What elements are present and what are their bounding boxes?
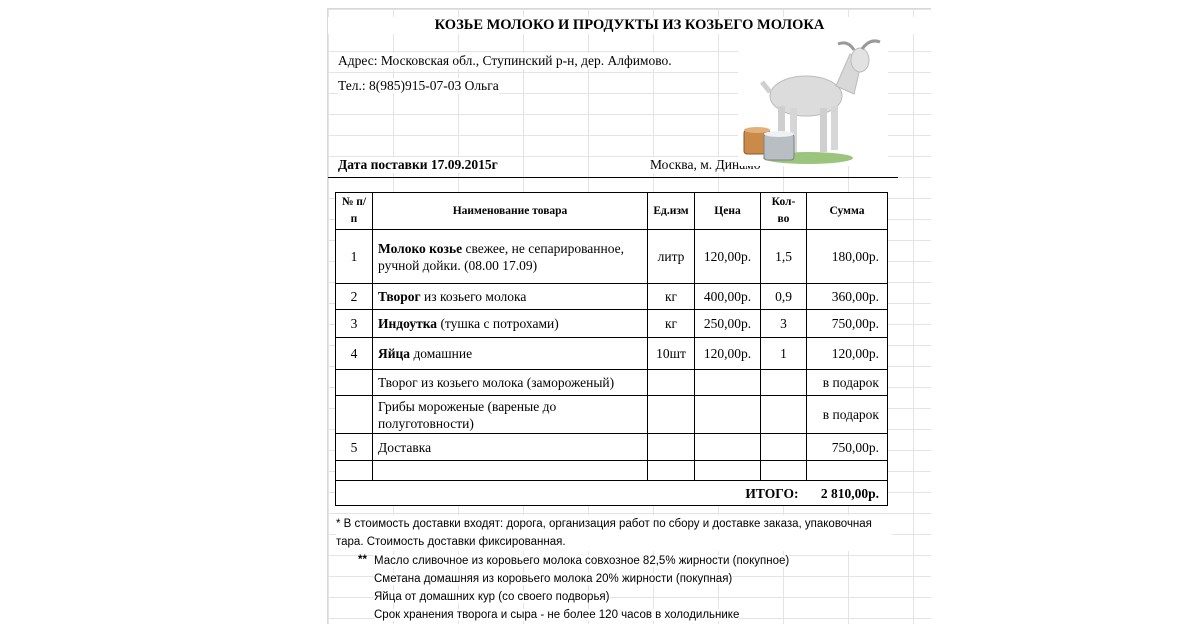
row-sum: 120,00р. <box>807 338 888 370</box>
notes-prefix: ** <box>358 554 367 566</box>
row-sum: 750,00р. <box>807 434 888 461</box>
row-sum: 180,00р. <box>807 230 888 284</box>
table-row <box>336 310 888 338</box>
row-unit <box>648 370 695 396</box>
row-name-rest: свежее, не сепарированное, ручной дойки. (08.00 17.09) <box>378 240 624 273</box>
row-num <box>336 396 373 434</box>
row-name: Доставка <box>373 434 648 461</box>
document-title: КОЗЬЕ МОЛОКО И ПРОДУКТЫ ИЗ КОЗЬЕГО МОЛОКА <box>328 17 931 34</box>
row-unit <box>648 396 695 434</box>
goat-with-milk-buckets-icon <box>738 34 888 166</box>
table-row <box>336 230 888 284</box>
note-item: Яйца от домашних кур (со своего подворья) <box>374 591 610 603</box>
row-sum: 360,00р. <box>807 284 888 310</box>
row-qty: 3 <box>761 310 807 338</box>
delivery-note: * В стоимость доставки входят: дорога, организация работ по сбору и доставке заказа, упаковочная тара. Стоимость доставки фиксированная. <box>336 515 892 551</box>
row-name-bold: Индоутка <box>378 316 438 331</box>
row-qty <box>761 396 807 434</box>
total-label: ИТОГО: <box>745 485 799 501</box>
total-row <box>336 481 888 506</box>
row-num <box>336 370 373 396</box>
row-num: 4 <box>336 338 373 370</box>
total-value: 2 810,00р. <box>820 485 879 501</box>
row-num: 3 <box>336 310 373 338</box>
row-name <box>373 338 648 370</box>
header-divider <box>328 177 898 178</box>
row-price: 120,00р. <box>695 230 761 284</box>
row-qty <box>761 370 807 396</box>
phone-line: Тел.: 8(985)915-07-03 Ольга <box>338 78 499 93</box>
col-header-unit: Ед.изм <box>648 193 695 230</box>
row-unit: 10шт <box>648 338 695 370</box>
row-sum: в подарок <box>807 396 888 434</box>
row-qty: 1,5 <box>761 230 807 284</box>
row-price: 120,00р. <box>695 338 761 370</box>
row-name: Грибы мороженые (вареные до полуготовности) <box>373 396 648 434</box>
spreadsheet-page <box>327 8 931 624</box>
col-header-qty: Кол-во <box>761 193 807 230</box>
row-sum: 750,00р. <box>807 310 888 338</box>
row-name-bold: Молоко козье <box>378 240 463 256</box>
table-header-row <box>336 193 888 230</box>
note-item: Срок хранения творога и сыра - не более 120 часов в холодильнике <box>374 609 740 621</box>
row-name: Творог из козьего молока (замороженый) <box>373 370 648 396</box>
row-price <box>695 434 761 461</box>
note-item: Масло сливочное из коровьего молока совхозное 82,5% жирности (покупное) <box>374 555 790 567</box>
row-name <box>373 230 648 284</box>
row-price: 250,00р. <box>695 310 761 338</box>
row-name-rest: домашние <box>410 346 473 361</box>
row-num: 1 <box>336 230 373 284</box>
row-unit: литр <box>648 230 695 284</box>
row-price: 400,00р. <box>695 284 761 310</box>
table-row <box>336 434 888 461</box>
table-row-empty <box>336 461 888 481</box>
row-qty <box>761 434 807 461</box>
row-qty: 1 <box>761 338 807 370</box>
row-sum: в подарок <box>807 370 888 396</box>
row-name-rest: (тушка с потрохами) <box>437 316 559 331</box>
row-unit <box>648 434 695 461</box>
delivery-date: Дата поставки 17.09.2015г <box>338 157 498 172</box>
invoice-table <box>335 192 888 506</box>
address-line: Адрес: Московская обл., Ступинский р-н, дер. Алфимово. <box>338 53 672 68</box>
row-unit: кг <box>648 284 695 310</box>
row-price <box>695 396 761 434</box>
row-name <box>373 284 648 310</box>
col-header-num: № п/п <box>336 193 373 230</box>
table-row <box>336 370 888 396</box>
col-header-price: Цена <box>695 193 761 230</box>
row-unit: кг <box>648 310 695 338</box>
row-name-bold: Творог <box>378 289 421 304</box>
table-row <box>336 338 888 370</box>
row-price <box>695 370 761 396</box>
row-num: 5 <box>336 434 373 461</box>
col-header-name: Наименование товара <box>373 193 648 230</box>
row-num: 2 <box>336 284 373 310</box>
col-header-sum: Сумма <box>807 193 888 230</box>
note-item: Сметана домашняя из коровьего молока 20% жирности (покупная) <box>374 573 733 585</box>
row-name-bold: Яйца <box>378 346 411 361</box>
delivery-location: Москва, м. Динамо <box>650 157 761 172</box>
table-row <box>336 396 888 434</box>
row-name <box>373 310 648 338</box>
row-name-rest: из козьего молока <box>420 289 527 304</box>
row-qty: 0,9 <box>761 284 807 310</box>
table-row <box>336 284 888 310</box>
